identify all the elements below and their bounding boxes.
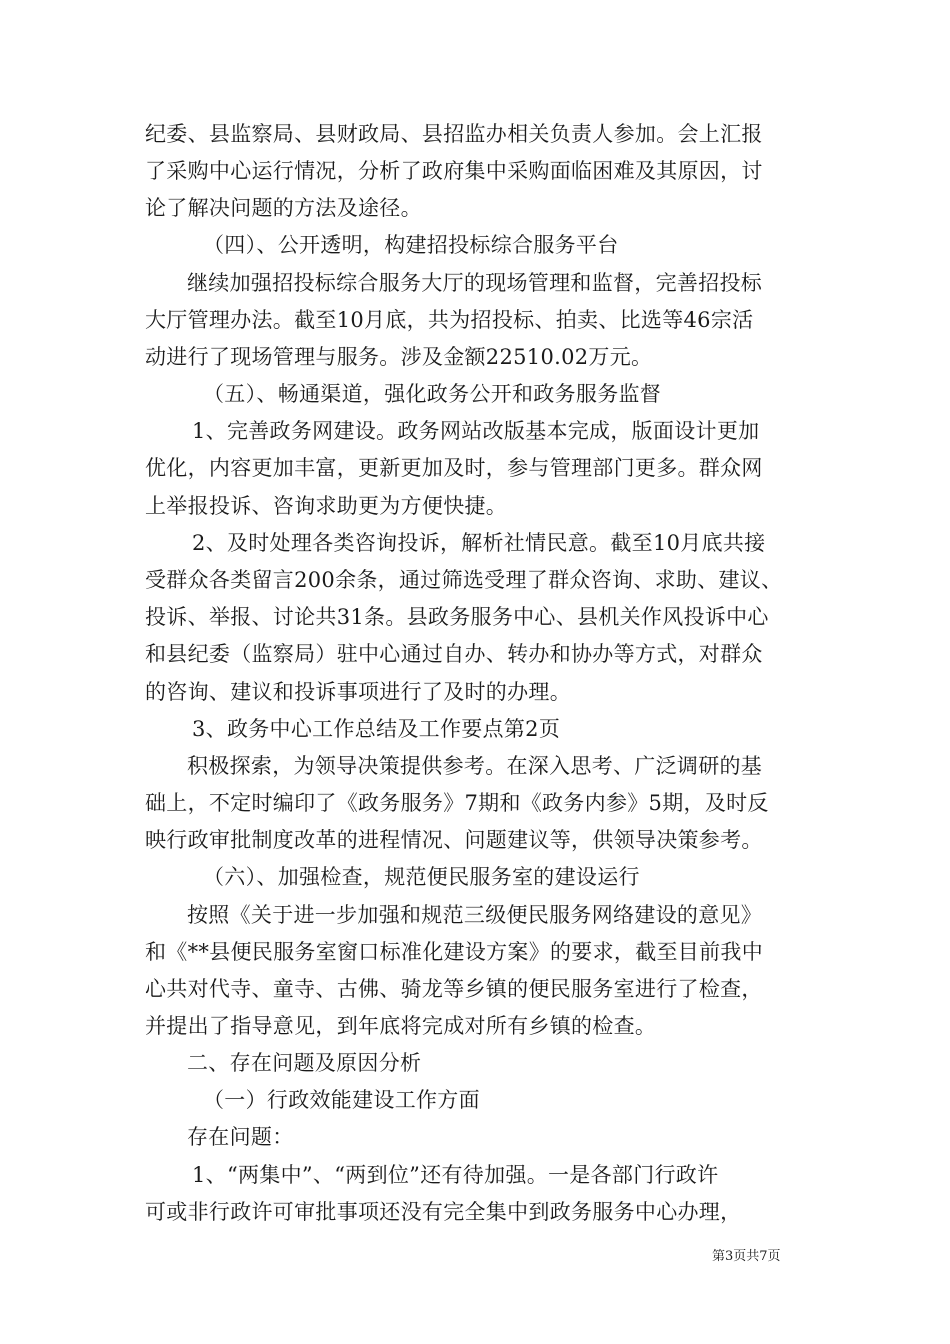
text-line: 和县纪委（监察局）驻中心通过自办、转办和协办等方式，对群众 — [145, 642, 763, 666]
text-line: 了采购中心运行情况，分析了政府集中采购面临困难及其原因，讨 — [145, 159, 763, 183]
text-line: 动进行了现场管理与服务。涉及金额22510.02万元。 — [145, 345, 653, 369]
page-number: 第3页共7页 — [712, 1249, 781, 1264]
text-line: 存在问题： — [187, 1125, 294, 1149]
text-line: 受群众各类留言200余条，通过筛选受理了群众咨询、求助、建议、 — [145, 568, 783, 592]
text-line: 映行政审批制度改革的进程情况、问题建议等，供领导决策参考。 — [145, 828, 763, 852]
text-line: 1、“两集中”、“两到位”还有待加强。一是各部门行政许 — [192, 1163, 719, 1187]
text-line: 3、政务中心工作总结及工作要点第2页 — [192, 717, 561, 741]
text-line: 并提出了指导意见，到年底将完成对所有乡镇的检查。 — [145, 1014, 657, 1038]
text-line: 投诉、举报、讨论共31条。县政务服务中心、县机关作风投诉中心 — [145, 605, 769, 629]
text-line: 积极探索，为领导决策提供参考。在深入思考、广泛调研的基 — [187, 754, 763, 778]
text-line: 2、及时处理各类咨询投诉，解析社情民意。截至10月底共接 — [192, 531, 766, 555]
section-heading: （四）、公开透明，构建招投标综合服务平台 — [203, 233, 619, 257]
text-line: 和《**县便民服务室窗口标准化建设方案》的要求，截至目前我中 — [145, 940, 763, 964]
text-line: 1、完善政务网建设。政务网站改版基本完成，版面设计更加 — [192, 419, 760, 443]
text-line: 础上，不定时编印了《政务服务》7期和《政务内参》5期，及时反 — [145, 791, 769, 815]
text-line: 优化，内容更加丰富，更新更加及时，参与管理部门更多。群众网 — [145, 456, 763, 480]
text-line: 论了解决问题的方法及途径。 — [145, 196, 422, 220]
section-heading: （六）、加强检查，规范便民服务室的建设运行 — [203, 865, 640, 889]
text-line: 按照《关于进一步加强和规范三级便民服务网络建设的意见》 — [187, 903, 763, 927]
text-line: 大厅管理办法。截至10月底，共为招投标、拍卖、比选等46宗活 — [145, 308, 754, 332]
text-line: 继续加强招投标综合服务大厅的现场管理和监督，完善招投标 — [187, 271, 763, 295]
section-heading: 二、存在问题及原因分析 — [187, 1051, 422, 1075]
text-line: 可或非行政许可审批事项还没有完全集中到政务服务中心办理， — [145, 1200, 742, 1224]
text-line: 的咨询、建议和投诉事项进行了及时的办理。 — [145, 680, 571, 704]
text-line: 纪委、县监察局、县财政局、县招监办相关负责人参加。会上汇报 — [145, 122, 763, 146]
text-line: 上举报投诉、咨询求助更为方便快捷。 — [145, 494, 508, 518]
text-line: 心共对代寺、童寺、古佛、骑龙等乡镇的便民服务室进行了检查， — [145, 977, 763, 1001]
section-heading: （一）行政效能建设工作方面 — [203, 1088, 480, 1112]
section-heading: （五）、畅通渠道，强化政务公开和政务服务监督 — [203, 382, 662, 406]
